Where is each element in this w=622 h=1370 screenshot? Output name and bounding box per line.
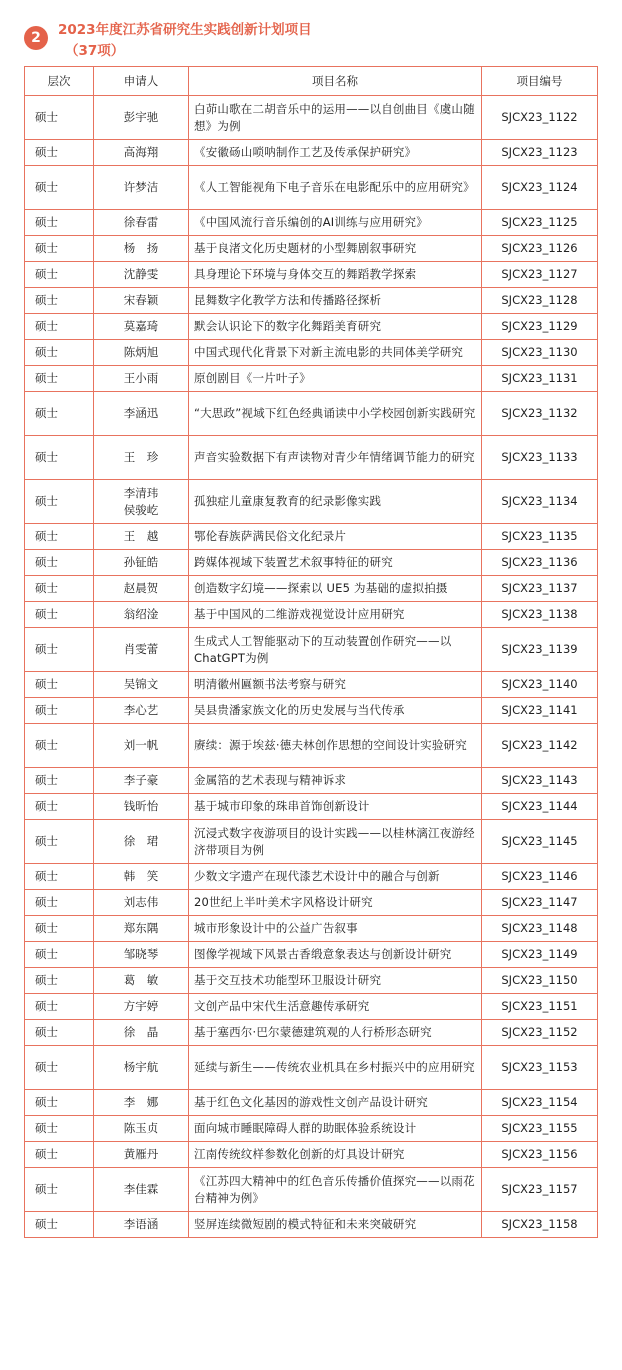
- cell-project-title: 赓续：源于埃兹·德夫林创作思想的空间设计实验研究: [189, 724, 482, 768]
- cell-project-title: 声音实验数据下有声读物对青少年情绪调节能力的研究: [189, 436, 482, 480]
- cell-applicant: [94, 916, 189, 942]
- section-title: 2023年度江苏省研究生实践创新计划项目: [58, 22, 312, 38]
- cell-project-title: 具身理论下环境与身体交互的舞蹈教学探索: [189, 262, 482, 288]
- table-header-row: [25, 67, 598, 96]
- cell-level: 硕士: [25, 724, 94, 768]
- cell-level: 硕士: [25, 864, 94, 890]
- section-header: [24, 22, 604, 58]
- cell-project-id: SJCX23_1136: [482, 550, 598, 576]
- cell-project-id: SJCX23_1130: [482, 340, 598, 366]
- cell-applicant: [94, 724, 189, 768]
- applicant-name: 葛 敏: [123, 973, 159, 987]
- cell-project-title: 面向城市睡眠障碍人群的助眠体验系统设计: [189, 1116, 482, 1142]
- cell-project-title: 《人工智能视角下电子音乐在电影配乐中的应用研究》: [189, 166, 482, 210]
- cell-project-id: SJCX23_1145: [482, 820, 598, 864]
- table-row: [25, 916, 598, 942]
- cell-applicant: [94, 140, 189, 166]
- cell-level: 硕士: [25, 1212, 94, 1238]
- cell-project-title: 基于塞西尔·巴尔蒙德建筑观的人行桥形态研究: [189, 1020, 482, 1046]
- cell-level: 硕士: [25, 262, 94, 288]
- cell-project-id: SJCX23_1157: [482, 1168, 598, 1212]
- table-row: [25, 550, 598, 576]
- applicant-name: 侯骏屹: [123, 502, 159, 517]
- cell-project-id: SJCX23_1151: [482, 994, 598, 1020]
- cell-project-id: SJCX23_1143: [482, 768, 598, 794]
- table-row: [25, 366, 598, 392]
- cell-project-id: SJCX23_1155: [482, 1116, 598, 1142]
- cell-level: 硕士: [25, 436, 94, 480]
- cell-applicant: [94, 210, 189, 236]
- cell-applicant: [94, 550, 189, 576]
- applicant-name: 宋春颖: [123, 293, 159, 307]
- cell-level: 硕士: [25, 236, 94, 262]
- cell-project-id: SJCX23_1142: [482, 724, 598, 768]
- cell-project-title: 孤独症儿童康复教育的纪录影像实践: [189, 480, 482, 524]
- cell-level: 硕士: [25, 994, 94, 1020]
- cell-level: 硕士: [25, 916, 94, 942]
- cell-project-title: 白茆山歌在二胡音乐中的运用——以自创曲目《虞山随想》为例: [189, 96, 482, 140]
- table-row: [25, 994, 598, 1020]
- cell-applicant: [94, 576, 189, 602]
- cell-project-id: SJCX23_1141: [482, 698, 598, 724]
- cell-project-id: SJCX23_1132: [482, 392, 598, 436]
- cell-level: 硕士: [25, 820, 94, 864]
- cell-level: 硕士: [25, 96, 94, 140]
- table-row: [25, 768, 598, 794]
- cell-project-id: SJCX23_1154: [482, 1090, 598, 1116]
- cell-applicant: [94, 768, 189, 794]
- applicant-name: 翁绍淦: [123, 607, 159, 621]
- cell-applicant: [94, 314, 189, 340]
- cell-level: 硕士: [25, 768, 94, 794]
- cell-applicant: [94, 236, 189, 262]
- applicant-name: 陈玉贞: [123, 1121, 159, 1135]
- column-header-project-id: 项目编号: [482, 67, 598, 96]
- cell-project-title: 明清徽州匾额书法考察与研究: [189, 672, 482, 698]
- cell-applicant: [94, 1046, 189, 1090]
- cell-level: 硕士: [25, 392, 94, 436]
- cell-project-title: 沉浸式数字夜游项目的设计实践——以桂林漓江夜游经济带项目为例: [189, 820, 482, 864]
- cell-level: 硕士: [25, 1168, 94, 1212]
- table-row: [25, 890, 598, 916]
- cell-applicant: [94, 1142, 189, 1168]
- cell-project-id: SJCX23_1137: [482, 576, 598, 602]
- cell-applicant: [94, 968, 189, 994]
- applicant-name: 王 珍: [123, 450, 159, 464]
- cell-applicant: [94, 96, 189, 140]
- cell-level: 硕士: [25, 576, 94, 602]
- table-row: [25, 140, 598, 166]
- applicant-name: 李心艺: [123, 703, 159, 717]
- applicant-name: 彭宇驰: [123, 110, 159, 124]
- cell-applicant: [94, 166, 189, 210]
- cell-project-title: 基于红色文化基因的游戏性文创产品设计研究: [189, 1090, 482, 1116]
- table-row: [25, 480, 598, 524]
- cell-applicant: [94, 1212, 189, 1238]
- section-count: （37项）: [65, 43, 125, 59]
- cell-project-id: SJCX23_1153: [482, 1046, 598, 1090]
- cell-project-id: SJCX23_1146: [482, 864, 598, 890]
- table-row: [25, 262, 598, 288]
- table-row: [25, 724, 598, 768]
- applicant-name: 李语涵: [123, 1217, 159, 1231]
- cell-project-id: SJCX23_1149: [482, 942, 598, 968]
- cell-applicant: [94, 602, 189, 628]
- cell-project-id: SJCX23_1131: [482, 366, 598, 392]
- cell-project-title: 吴县贵潘家族文化的历史发展与当代传承: [189, 698, 482, 724]
- column-header-project-title: 项目名称: [189, 67, 482, 96]
- applicant-name: 李清玮: [123, 485, 159, 500]
- cell-project-id: SJCX23_1138: [482, 602, 598, 628]
- table-row: [25, 628, 598, 672]
- cell-applicant: [94, 890, 189, 916]
- table-row: [25, 942, 598, 968]
- cell-level: 硕士: [25, 602, 94, 628]
- cell-level: 硕士: [25, 140, 94, 166]
- cell-level: 硕士: [25, 1142, 94, 1168]
- applicant-name: 李佳霖: [123, 1182, 159, 1196]
- cell-project-title: 城市形象设计中的公益广告叙事: [189, 916, 482, 942]
- table-row: [25, 968, 598, 994]
- applicant-name: 杨 扬: [123, 241, 159, 255]
- applicant-name: 李 娜: [123, 1095, 159, 1109]
- cell-project-title: 昆舞数字化教学方法和传播路径探析: [189, 288, 482, 314]
- applicant-name: 郑东隅: [123, 921, 159, 935]
- cell-project-id: SJCX23_1139: [482, 628, 598, 672]
- table-row: [25, 288, 598, 314]
- cell-applicant: [94, 994, 189, 1020]
- applicant-name: 徐 晶: [123, 1025, 159, 1039]
- cell-project-id: SJCX23_1148: [482, 916, 598, 942]
- applicant-name: 王 越: [123, 529, 159, 543]
- cell-project-id: SJCX23_1123: [482, 140, 598, 166]
- table-row: [25, 672, 598, 698]
- cell-project-title: 文创产品中宋代生活意趣传承研究: [189, 994, 482, 1020]
- cell-level: 硕士: [25, 890, 94, 916]
- cell-applicant: [94, 698, 189, 724]
- cell-project-id: SJCX23_1124: [482, 166, 598, 210]
- applicant-name: 沈静雯: [123, 267, 159, 281]
- cell-project-id: SJCX23_1144: [482, 794, 598, 820]
- cell-project-title: 默会认识论下的数字化舞蹈美育研究: [189, 314, 482, 340]
- cell-project-title: 《江苏四大精神中的红色音乐传播价值探究——以雨花台精神为例》: [189, 1168, 482, 1212]
- table-row: [25, 236, 598, 262]
- cell-level: 硕士: [25, 1116, 94, 1142]
- cell-project-id: SJCX23_1126: [482, 236, 598, 262]
- cell-project-title: 《安徽砀山唢呐制作工艺及传承保护研究》: [189, 140, 482, 166]
- applicant-name: 徐春雷: [123, 215, 159, 229]
- cell-project-title: 基于城市印象的珠串首饰创新设计: [189, 794, 482, 820]
- applicant-name: 徐 珺: [123, 834, 159, 848]
- applicant-name: 邹晓琴: [123, 947, 159, 961]
- cell-level: 硕士: [25, 288, 94, 314]
- cell-project-id: SJCX23_1135: [482, 524, 598, 550]
- cell-project-title: 竖屏连续微短剧的模式特征和未来突破研究: [189, 1212, 482, 1238]
- cell-applicant: [94, 1168, 189, 1212]
- applicant-name: 李子豪: [123, 773, 159, 787]
- cell-applicant: [94, 524, 189, 550]
- cell-project-title: 生成式人工智能驱动下的互动装置创作研究——以ChatGPT为例: [189, 628, 482, 672]
- cell-applicant: [94, 480, 189, 524]
- cell-applicant: [94, 436, 189, 480]
- cell-applicant: [94, 672, 189, 698]
- table-row: [25, 1020, 598, 1046]
- cell-project-title: 20世纪上半叶美术字风格设计研究: [189, 890, 482, 916]
- table-row: [25, 698, 598, 724]
- cell-project-id: SJCX23_1147: [482, 890, 598, 916]
- cell-level: 硕士: [25, 942, 94, 968]
- applicant-name: 孙钲皓: [123, 555, 159, 569]
- cell-project-title: 创造数字幻境——探索以 UE5 为基础的虚拟拍摄: [189, 576, 482, 602]
- cell-project-id: SJCX23_1128: [482, 288, 598, 314]
- cell-applicant: [94, 340, 189, 366]
- table-row: [25, 392, 598, 436]
- applicant-name: 王小雨: [123, 371, 159, 385]
- table-row: [25, 524, 598, 550]
- cell-level: 硕士: [25, 1090, 94, 1116]
- cell-level: 硕士: [25, 340, 94, 366]
- table-row: [25, 436, 598, 480]
- cell-project-id: SJCX23_1140: [482, 672, 598, 698]
- cell-project-title: 跨媒体视域下装置艺术叙事特征的研究: [189, 550, 482, 576]
- project-table: [24, 66, 598, 1238]
- cell-level: 硕士: [25, 794, 94, 820]
- cell-project-title: 少数文字遗产在现代漆艺术设计中的融合与创新: [189, 864, 482, 890]
- cell-project-title: 延续与新生——传统农业机具在乡村振兴中的应用研究: [189, 1046, 482, 1090]
- table-row: [25, 1142, 598, 1168]
- table-row: [25, 1212, 598, 1238]
- cell-project-title: 基于良渚文化历史题材的小型舞剧叙事研究: [189, 236, 482, 262]
- applicant-name: 杨宇航: [123, 1060, 159, 1074]
- cell-project-title: 鄂伦春族萨满民俗文化纪录片: [189, 524, 482, 550]
- cell-project-title: 中国式现代化背景下对新主流电影的共同体美学研究: [189, 340, 482, 366]
- applicant-name: 许梦洁: [123, 180, 159, 194]
- table-row: [25, 820, 598, 864]
- cell-project-id: SJCX23_1158: [482, 1212, 598, 1238]
- applicant-name: 吴锦文: [123, 677, 159, 691]
- table-row: [25, 576, 598, 602]
- cell-project-title: 金属箔的艺术表现与精神诉求: [189, 768, 482, 794]
- cell-project-id: SJCX23_1150: [482, 968, 598, 994]
- cell-applicant: [94, 262, 189, 288]
- applicant-name: 莫嘉琦: [123, 319, 159, 333]
- cell-level: 硕士: [25, 166, 94, 210]
- cell-applicant: [94, 1020, 189, 1046]
- cell-project-id: SJCX23_1133: [482, 436, 598, 480]
- table-row: [25, 1168, 598, 1212]
- cell-level: 硕士: [25, 550, 94, 576]
- cell-applicant: [94, 288, 189, 314]
- table-row: [25, 96, 598, 140]
- cell-project-title: 基于中国风的二维游戏视觉设计应用研究: [189, 602, 482, 628]
- cell-level: 硕士: [25, 628, 94, 672]
- table-row: [25, 1046, 598, 1090]
- cell-level: 硕士: [25, 1046, 94, 1090]
- table-row: [25, 340, 598, 366]
- table-row: [25, 1090, 598, 1116]
- table-row: [25, 1116, 598, 1142]
- cell-project-title: 原创剧目《一片叶子》: [189, 366, 482, 392]
- applicant-name: 黄雁丹: [123, 1147, 159, 1161]
- cell-level: 硕士: [25, 480, 94, 524]
- table-body: [25, 96, 598, 1238]
- cell-project-title: “大思政”视域下红色经典诵读中小学校园创新实践研究: [189, 392, 482, 436]
- section-number-badge: 2: [24, 26, 48, 50]
- cell-applicant: [94, 820, 189, 864]
- cell-level: 硕士: [25, 366, 94, 392]
- cell-level: 硕士: [25, 524, 94, 550]
- applicant-name: 韩 笑: [123, 869, 159, 883]
- cell-project-title: 基于交互技术功能型环卫服设计研究: [189, 968, 482, 994]
- cell-applicant: [94, 942, 189, 968]
- cell-project-id: SJCX23_1129: [482, 314, 598, 340]
- cell-applicant: [94, 392, 189, 436]
- cell-applicant: [94, 1090, 189, 1116]
- cell-applicant: [94, 794, 189, 820]
- applicant-name: 刘一帆: [123, 738, 159, 752]
- cell-level: 硕士: [25, 968, 94, 994]
- table-row: [25, 314, 598, 340]
- cell-applicant: [94, 366, 189, 392]
- column-header-level: 层次: [25, 67, 94, 96]
- cell-applicant: [94, 1116, 189, 1142]
- applicant-name: 陈炳旭: [123, 345, 159, 359]
- cell-level: 硕士: [25, 1020, 94, 1046]
- applicant-name: 方宇婷: [123, 999, 159, 1013]
- cell-project-id: SJCX23_1122: [482, 96, 598, 140]
- cell-level: 硕士: [25, 698, 94, 724]
- cell-applicant: [94, 864, 189, 890]
- cell-level: 硕士: [25, 314, 94, 340]
- table-row: [25, 166, 598, 210]
- cell-project-title: 图像学视域下风景古香缎意象表达与创新设计研究: [189, 942, 482, 968]
- applicant-name: 钱昕怡: [123, 799, 159, 813]
- cell-project-id: SJCX23_1156: [482, 1142, 598, 1168]
- cell-level: 硕士: [25, 210, 94, 236]
- cell-project-id: SJCX23_1134: [482, 480, 598, 524]
- applicant-name: 肖雯蕾: [123, 642, 159, 656]
- table-row: [25, 210, 598, 236]
- cell-applicant: [94, 628, 189, 672]
- table-row: [25, 602, 598, 628]
- cell-project-title: 江南传统纹样参数化创新的灯具设计研究: [189, 1142, 482, 1168]
- cell-project-title: 《中国风流行音乐编创的AI训练与应用研究》: [189, 210, 482, 236]
- table-row: [25, 794, 598, 820]
- cell-level: 硕士: [25, 672, 94, 698]
- column-header-applicant: 申请人: [94, 67, 189, 96]
- cell-project-id: SJCX23_1152: [482, 1020, 598, 1046]
- cell-project-id: SJCX23_1125: [482, 210, 598, 236]
- table-row: [25, 864, 598, 890]
- cell-project-id: SJCX23_1127: [482, 262, 598, 288]
- applicant-name: 赵晨贺: [123, 581, 159, 595]
- applicant-name: 高海翔: [123, 145, 159, 159]
- applicant-name: 李涵迅: [123, 406, 159, 420]
- applicant-name: 刘志伟: [123, 895, 159, 909]
